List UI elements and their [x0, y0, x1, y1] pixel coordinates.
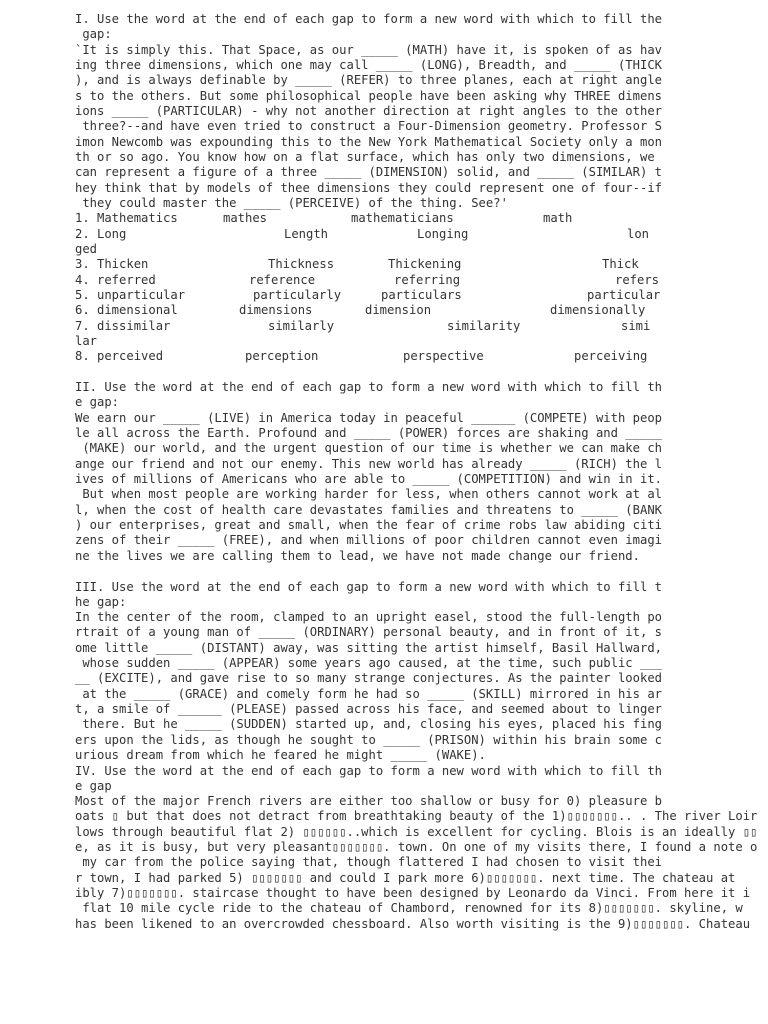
exercise-3-text: [75, 580, 768, 764]
option-choice-c: perspective: [403, 349, 484, 364]
text-line: e gap: [75, 778, 112, 793]
option-choice-b: Thickness: [268, 257, 335, 272]
option-row: [75, 227, 768, 242]
option-choice-c: Longing: [417, 226, 469, 241]
text-line: ions _____ (PARTICULAR) - why not another direction at right angles to the other: [75, 103, 662, 118]
text-line: can represent a figure of a three _____ (DIMENSION) solid, and _____ (SIMILAR) t: [75, 165, 662, 180]
option-number-and-choice-a: 1. Mathematics: [75, 211, 178, 226]
text-line: rtrait of a young man of _____ (ORDINARY) personal beauty, and in front of it, s: [75, 625, 662, 640]
option-choice-c: similarity: [447, 318, 521, 333]
text-line: t, a smile of ______ (PLEASE) passed across his face, and seemed about to linger: [75, 702, 662, 717]
option-row: [75, 303, 768, 318]
text-line: hey think that by models of thee dimensions they could represent one of four--if: [75, 180, 662, 195]
text-line: oats ▯ but that does not detract from breathtaking beauty of the 1)▯▯▯▯▯▯▯.. . The river Loir: [75, 809, 758, 824]
option-choice-b: mathes: [223, 211, 268, 226]
text-line: urious dream from which he feared he might _____ (WAKE).: [75, 748, 486, 763]
exercise-1-text: [75, 12, 768, 211]
text-line: ne the lives we are calling them to lead, we have not made change our friend.: [75, 548, 640, 563]
option-row-continuation: ged: [75, 241, 98, 256]
text-line: e, as it is busy, but very pleasant▯▯▯▯▯▯▯. town. On one of my visits there, I found a note o: [75, 840, 758, 855]
option-row: [75, 349, 768, 364]
option-choice-b: reference: [249, 272, 316, 287]
exercise-1-options: [75, 211, 768, 364]
option-choice-d: math: [543, 211, 573, 226]
text-line: __ (EXCITE), and gave rise to so many strange conjectures. As the painter looked: [75, 671, 662, 686]
text-line: ome little _____ (DISTANT) away, was sitting the artist himself, Basil Hallward,: [75, 640, 662, 655]
text-line: I. Use the word at the end of each gap to form a new word with which to fill the: [75, 12, 662, 26]
text-line: ives of millions of Americans who are able to _____ (COMPETITION) and win in it.: [75, 471, 662, 486]
option-choice-b: Length: [284, 226, 329, 241]
text-line: ers upon the lids, as though he sought to _____ (PRISON) within his brain some c: [75, 732, 662, 747]
text-line: We earn our _____ (LIVE) in America today in peaceful ______ (COMPETE) with peop: [75, 410, 662, 425]
text-line: Most of the major French rivers are either too shallow or busy for 0) pleasure b: [75, 794, 662, 809]
text-line: th or so ago. You know how on a flat surface, which has only two dimensions, we: [75, 149, 655, 164]
option-number-and-choice-a: 8. perceived: [75, 349, 164, 364]
text-line: `It is simply this. That Space, as our _____ (MATH) have it, is spoken of as hav: [75, 42, 662, 57]
text-line: le all across the Earth. Profound and _____ (POWER) forces are shaking and _____: [75, 425, 662, 440]
option-choice-c: mathematicians: [351, 211, 454, 226]
option-row: [75, 319, 768, 334]
option-row-continuation: lar: [75, 333, 98, 348]
option-choice-d: refers: [615, 272, 660, 287]
text-line: ing three dimensions, which one may call _____ (LONG), Breadth, and _____ (THICK: [75, 57, 662, 72]
option-row: [75, 257, 768, 272]
option-choice-d: Thick: [602, 257, 639, 272]
option-choice-d: particular: [587, 287, 661, 302]
text-line: they could master the _____ (PERCEIVE) of the thing. See?': [75, 195, 508, 210]
option-choice-d: dimensionally: [550, 303, 646, 318]
text-line: l, when the cost of health care devastates families and threatens to _____ (BANK: [75, 502, 662, 517]
option-choice-c: particulars: [381, 287, 462, 302]
option-number-and-choice-a: 4. referred: [75, 272, 156, 287]
option-row: [75, 211, 768, 226]
text-line: flat 10 mile cycle ride to the chateau of Chambord, renowned for its 8)▯▯▯▯▯▯▯. skyline, w: [75, 901, 743, 916]
text-line: at the _____ (GRACE) and comely form he had so _____ (SKILL) mirrored in his ar: [75, 686, 662, 701]
text-line: II. Use the word at the end of each gap to form a new word with which to fill th: [75, 380, 662, 394]
option-choice-b: perception: [245, 349, 319, 364]
text-line: r town, I had parked 5) ▯▯▯▯▯▯▯ and could I park more 6)▯▯▯▯▯▯▯. next time. The chateau at: [75, 870, 736, 885]
option-row: [75, 288, 768, 303]
option-number-and-choice-a: 6. dimensional: [75, 303, 178, 318]
text-line: IV. Use the word at the end of each gap to form a new word with which to fill th: [75, 763, 662, 778]
text-line: s to the others. But some philosophical people have been asking why THREE dimens: [75, 88, 662, 103]
exercise-2-text: [75, 380, 768, 564]
text-line: ange our friend and not our enemy. This new world has already _____ (RICH) the l: [75, 456, 662, 471]
text-line: III. Use the word at the end of each gap to form a new word with which to fill t: [75, 579, 662, 594]
text-line: (MAKE) our world, and the urgent question of our time is whether we can make ch: [75, 441, 662, 456]
text-line: e gap:: [75, 395, 120, 410]
text-line: imon Newcomb was expounding this to the New York Mathematical Society only a mon: [75, 134, 662, 149]
option-choice-c: dimension: [365, 303, 432, 318]
option-choice-d: simi: [621, 318, 651, 333]
exercise-4-text: [75, 764, 768, 933]
option-choice-b: similarly: [268, 318, 335, 333]
option-choice-c: Thickening: [388, 257, 462, 272]
text-line: has been likened to an overcrowded chessboard. Also worth visiting is the 9)▯▯▯▯▯▯▯. Chateau: [75, 916, 751, 931]
option-choice-b: particularly: [253, 287, 342, 302]
text-line: ), and is always definable by _____ (REFER) to three planes, each at right angle: [75, 73, 662, 88]
option-row: [75, 273, 768, 288]
option-number-and-choice-a: 5. unparticular: [75, 287, 186, 302]
option-number-and-choice-a: 7. dissimilar: [75, 318, 171, 333]
text-line: gap:: [75, 27, 112, 42]
option-choice-d: lon: [627, 226, 650, 241]
text-line: whose sudden _____ (APPEAR) some years ago caused, at the time, such public ___: [75, 656, 662, 671]
text-line: But when most people are working harder for less, when others cannot work at al: [75, 487, 662, 502]
option-choice-b: dimensions: [239, 303, 313, 318]
text-line: In the center of the room, clamped to an upright easel, stood the full-length po: [75, 610, 662, 625]
text-line: zens of their _____ (FREE), and when millions of poor children cannot even imagi: [75, 533, 662, 548]
text-line: lows through beautiful flat 2) ▯▯▯▯▯▯..which is excellent for cycling. Blois is an ideally ▯▯: [75, 824, 758, 839]
text-line: three?--and have even tried to construct a Four-Dimension geometry. Professor S: [75, 119, 662, 134]
text-line: ) our enterprises, great and small, when the fear of crime robs law abiding citi: [75, 517, 662, 532]
text-line: there. But he _____ (SUDDEN) started up, and, closing his eyes, placed his fing: [75, 717, 662, 732]
option-choice-c: referring: [394, 272, 461, 287]
text-line: he gap:: [75, 594, 127, 609]
text-line: ibly 7)▯▯▯▯▯▯▯. staircase thought to have been designed by Leonardo da Vinci. From here it i: [75, 886, 751, 901]
option-choice-d: perceiving: [574, 349, 648, 364]
option-number-and-choice-a: 2. Long: [75, 226, 127, 241]
text-line: my car from the police saying that, though flattered I had chosen to visit thei: [75, 855, 662, 870]
option-number-and-choice-a: 3. Thicken: [75, 257, 149, 272]
